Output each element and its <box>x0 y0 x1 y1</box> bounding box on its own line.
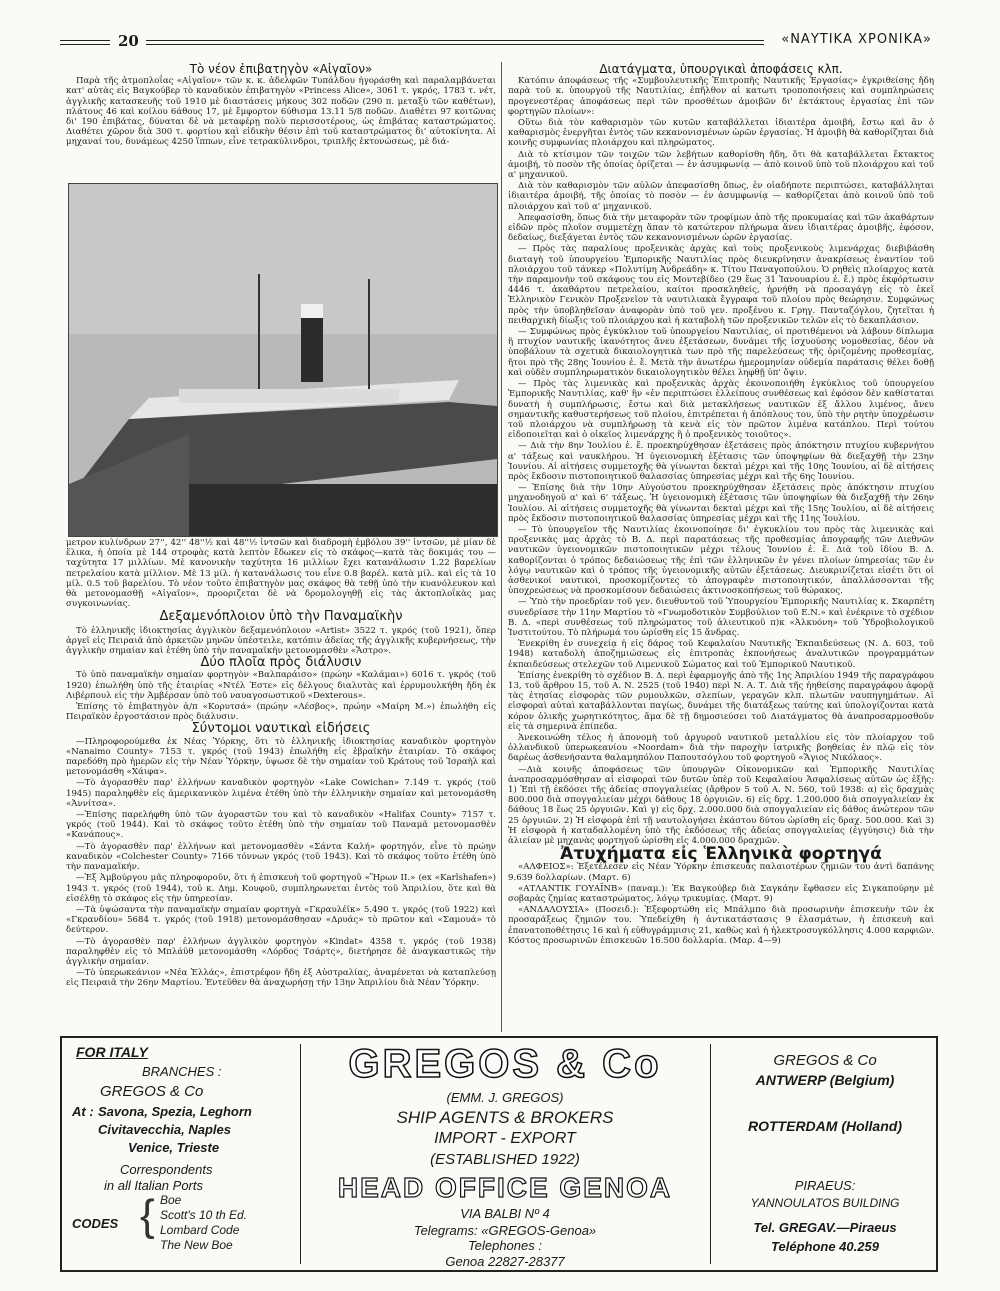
ad-right-phone: Teléphone 40.259 <box>771 1239 879 1254</box>
news-item: —Πληροφορούμεθα ἐκ Νέας Ὑόρκης, ὅτι τὸ ἑλληνικῆς ἰδιοκτησίας καναδικὸν φορτηγὸν «Nanaimo County» 7153 τ. γκρός (τοῦ 1943) ἐπωλήθη εἰς ἑβραϊκὴν ἑταιρίαν. Τὸ σκάφος παρεδόθη πρὸ ἡμερῶν εἰς τὴν Νέαν Ὑόρκην, ὑψωσε δὲ τὴν σημαίαν τοῦ Κράτους τοῦ Ἰσραὴλ καὶ μετονομάσθη «Χάιφα». <box>66 736 496 778</box>
tanker-text: Τὸ ἑλληνικῆς ἰδιοκτησίας ἀγγλικὸν δεξαμενόπλοιον «Artist» 3522 τ. γκρός (τοῦ 1921), ὅπερ ἀργεῖ εἰς Πειραιᾶ ἀπὸ ἀρκετῶν μηνῶν ὑπέστειλε, κατόπιν ἀδείας τῆς ἀγγλικῆς κυβερνήσεως, τὴν ἀγγλικὴν σημαίαν καὶ ἐτέθη ὑπὸ τὴν παναμαϊκὴν μετονομασθὲν «Ἄστρο». <box>66 625 496 657</box>
gregos-advertisement <box>60 1036 938 1272</box>
ad-code-item: Scott's 10 th Ed. <box>160 1208 248 1222</box>
left-column-bottom <box>66 538 496 1032</box>
ad-code-item: Boe <box>160 1193 182 1207</box>
decree-paragraph: — Ἐπίσης διὰ τὴν 10ην Αὐγούστου προεκηρύχθησαν ἐξετάσεις πρὸς ἀπόκτησιν πτυχίου μηχανοδηγοῦ α' καὶ 6' τάξεως. Ἡ ὑγειονομικὴ ἐξέτασις τῶν ὑποψηφίων θὰ διεξαχθῇ τὴν 26ην Ἰουλίου. Αἱ αἰτήσεις συμμετοχῆς θὰ γίνωνται δεκταὶ μέχρι καὶ τῆς 15ης Ἰουλίου, αἱ δὲ αἰτήσεις πρὸς ἔκδοσιν πιστοποιητικοῦ θαλασσίας ὑπηρεσίας μέχρι καὶ τῆς 11ης Ἰουλίου. <box>508 483 934 524</box>
ad-correspondents-2: in all Italian Ports <box>104 1178 203 1193</box>
news-item: —Τὸ ἀγορασθὲν παρ' ἑλλήνων καὶ μετονομασθὲν «Σάντα Καλή» φορτηγόν, εἶνε τὸ πρώην καναδικὸν «Colchester County» 7166 τόννων γκρός (τοῦ 1943). Καὶ τὸ σκάφος τοῦτο ἐτέθη ὑπὸ τὴν παναμαϊκήν. <box>66 841 496 873</box>
ad-ship-agents: SHIP AGENTS & BROKERS <box>396 1108 614 1127</box>
decree-paragraph: — Διὰ τὴν 8ην Ἰουλίου ἐ. ἔ. προεκηρύχθησαν ἐξετάσεις πρὸς ἀπόκτησιν πτυχίου κυβερνήτου α' τάξεως καὶ ναυκλήρου. Ἡ ὑγειονομικὴ ἐξέτασις τῶν ὑποψηφίων θὰ διεξαχθῇ τὴν 23ην Ἰουνίου. Αἱ αἰτήσεις συμμετοχῆς θὰ γίνωνται δεκταὶ μέχρι καὶ τῆς 10ης Ἰουνίου, αἱ δὲ αἰτήσεις πρὸς ἔκδοσιν πιστοποιητικοῦ θαλασσίας ὑπηρεσίας μέχρι καὶ τῆς 6ης Ἰουνίου. <box>508 441 934 482</box>
decree-paragraph: — Συμφώνως πρὸς ἐγκύκλιον τοῦ ὑπουργείου Ναυτιλίας, οἱ προτιθέμενοι νὰ λάβουν δίπλωμα ἢ πτυχίον ναυτικῆς ἱκανότητος ἄνευ ἐξετάσεων, δυνάμει τῆς ἰσχυούσης νομοθεσίας, δέον νὰ ὑποβάλουν τὰ σχετικὰ δικαιολογητικὰ των πρὸ τῆς παρελεύσεως τῆς ὁριζομένης προθεσμίας, ἤτοι πρὸ τῆς 28ης Ἰουνίου ἐ. ἔ. Μετὰ τὴν ἀνωτέρω ἡμερομηνίαν οὐδεμία παράτασις θέλει δοθῇ καὶ οὐδὲν συμπληρωματικὸν δικαιολογητικὸν θέλει ληφθῇ ὑπ' ὄψιν. <box>508 327 934 378</box>
accident-item: «ΑΝΔΑΛΟΥΣΙΑ» (Ποσειδ.): Ἐξεφορτώθη εἰς Μπάλμπο διὰ προσωρινὴν ἐπισκευὴν τῶν ἐκ προσαράξεως ζημιῶν του. Ὑπεδείχθη ἡ ἀντικατάστασις 9 ἐλασμάτων, ἡ ἐπισκευὴ καὶ ἐπανατοποθέτησις 16 καὶ ἡ εὐθυγράμμισις 21, καθὼς καὶ ἡ ἠλεκτροσυγκόλλησις 4.000 καρφιῶν. Κόστος προσωρινῶν ἐπισκευῶν 16.500 δολλαρία. (Μαρ. 4—9) <box>508 905 934 946</box>
decree-paragraph: Ἐνεκρίθη ἐν συνεχείᾳ ἡ εἰς δάρος τοῦ Κεφαλαίου Ναυτικῆς Ἐκπαιδεύσεως (Ν. Δ. 603, τοῦ 1948) καταδολὴ ἀποζημιώσεως εἰς ἐπιτροπὰς ἐκπονήσεως ἀναλυτικῶν προγραμμάτων ἐκπαιδεύσεως στελεχῶν τοῦ Λιμενικοῦ Σώματος καὶ τοῦ Ἐμπορικοῦ Ναυτικοῦ. <box>508 639 934 670</box>
page-header <box>60 32 932 50</box>
article-text-cont: μετρον κυλίνδρων 27'', 42'' 48''½ καὶ 48''½ ἰντσῶν καὶ διαδρομὴ ἐμβόλου 39'' ἰντσῶν, μὲ μίαν δὲ ἕλικα, ἡ ὁποία μὲ 144 στροφὰς κατὰ λεπτὸν ἔδωκεν εἰς τὸ σκάφος—κατὰ τὰς δοκιμάς του — ταχύτητα 17 μιλλίων. Μὲ κανονικὴν ταχύτητα 16 μιλλίων ἔχει κατανάλωσιν 1.22 βαρελίων πετρελαίου κατὰ μίλλιον. Μὲ 13 μίλ. ἡ κατανάλωσις του εἶνε 0.8 βαρέλ. κατὰ μίλ. καὶ εἰς τὰ 10 μίλ. 0.5 τοῦ βαρελίου. Τὸ νέον τοῦτο ἐπιβατηγὸν μας σκάφος θὰ τεθῇ ὑπὸ τὴν κυανόλευκον καὶ θὰ μετονομασθῇ «Αἰγαῖον», προοριζεται δὲ νὰ δρομολογηθῇ εἰς τὰς ἀκτοπλοΐκὰς μας συγκοινωνίας. <box>66 538 496 610</box>
header-rule <box>146 40 764 45</box>
ad-codes-brace: { <box>140 1191 155 1240</box>
ad-cities-2: Civitavecchia, Naples <box>98 1122 231 1137</box>
ad-at-label: At : <box>72 1104 94 1119</box>
ad-divider-left <box>300 1044 301 1264</box>
article-title-accidents: Ἀτυχήματα εἰς Ἑλληνικὰ φορτηγά <box>560 844 882 865</box>
article-text: Παρὰ τῆς ἀτμοπλοΐας «Αἰγαῖον» τῶν κ. κ. ἀδελφῶν Τυπάλδου ἠγοράσθη καὶ παραλαμβάνεται κατ' αὐτὰς εἰς Βαγκούβερ τὸ καναδικὸν ἐπιβατηγὸν «Princess Alice», 3061 τ. γκρός, 1783 τ. νέτ, ἀγγλικῆς κατασκευῆς τοῦ 1910 μὲ διαστάσεις μήκους 302 ποδῶν (290 π. μεταξὺ τῶν καθέτων), πλάτους 46 καὶ κοίλου 6άθους 17, μὲ ἔμφορτον 6ύθισμα 13.11 5/8 ποδῶν. Διαθέτει 97 κοιτῶνας δι' 190 ἐπιβάτας, δύναται δὲ νὰ μεταφέρῃ πολὺ περισσοτέρους, ὡς ἐπιβάτας καταστρώματος. Διαθέτει χῶρον διὰ 300 τ. φορτίου καὶ εἰδικὴν θέσιν ἐπὶ τοῦ καταστρώματος δι' αὐτοκίνητα. Αἱ μηχαναί του, δυνάμεως 4250 ἵππων, εἶνε τετρακύλινδροι, τριπλῆς ἐκτονώσεως, μὲ διά- <box>66 76 496 148</box>
ad-rotterdam: ROTTERDAM (Holland) <box>748 1118 902 1134</box>
scrap-text-1: Τὸ ὑπὸ παναμαϊκὴν σημαίαν φορτηγὸν «Βαλπαράισο» (πρώην «Καλάμαι») 6016 τ. γκρός (τοῦ 1920) ἐπωλήθη ὑπὸ τῆς ἑταιρίας «Ντέλ Έστε» εἰς δέλγους διαλυτὰς καὶ ἐρρυμουλκήθη ἤδη ἐκ Λιβέρπουλ εἰς τὴν Ἀμβέρσαν ὑπὸ τοῦ ναυαγοσωστικοῦ «Dexterous». <box>66 670 496 701</box>
ad-right-company: GREGOS & Co <box>773 1052 877 1069</box>
ad-head-office: HEAD OFFICE GENOA <box>337 1172 673 1203</box>
decree-paragraph: Διὰ τὸν καθαρισμὸν τῶν αὐλῶν ἀπεφασίσθη ὅπως, ἐν οἱαδήποτε περιπτώσει, καταβάλληται ἰδιαιτέρα ἀμοιβή, τῆς ὁποίας τὸ ποσὸν — ἐν ἀσυμφωνίᾳ — καθορίζεται ἀπὸ κοινοῦ ὑπὸ τοῦ πλοιάρχου καὶ τοῦ α' μηχανικοῦ. <box>508 181 934 212</box>
ad-piraeus: PIRAEUS: <box>794 1178 856 1193</box>
accident-item: «ΑΤΛΑΝΤΙΚ ΓΟΥΑΪΝΒ» (παναμ.): Ἐκ Βαγκούβερ διὰ Σαγκάην ἔφθασεν εἰς Σιγκαπούρην μὲ σοβαρὰς ζημίας καταστρώματος, λόγῳ τρικυμίας. (Μαρτ. 9) <box>508 883 934 905</box>
ad-gregos-owner: (EMM. J. GREGOS) <box>446 1090 564 1105</box>
accident-item: «ΑΛΦΕΙΟΣ»: Ἐξετέλεσεν εἰς Νέαν Ὑόρκην ἐπισκευὰς παλαιοτέρων ζημιῶν του ἀντὶ δαπάνης 9.639 δολλαρίων. (Μαρτ. 6) <box>508 862 934 883</box>
ad-telegrams: Telegrams: «GREGOS-Genoa» <box>413 1223 597 1238</box>
news-item: —Ἐπίσης παρελήφθη ὑπὸ τῶν ἀγοραστῶν του καὶ τὸ καναδικὸν «Halifax County» 7157 τ. γκρός (τοῦ 1944). Καὶ τὸ σκάφος τοῦτο ἐτέθη ὑπὸ τὴν σημαίαν τοῦ Παναμᾶ μετονομασθὲν «Κανάπους». <box>66 810 496 841</box>
article-title-decrees: Διατάγματα, ὑπουργικαὶ ἀποφάσεις κλπ. <box>599 62 843 76</box>
header-rule-left <box>60 40 110 45</box>
ship-illustration <box>69 184 497 536</box>
ad-correspondents-1: Correspondents <box>120 1162 213 1177</box>
column-divider <box>501 62 502 1032</box>
ad-address: VIA BALBI Nº 4 <box>460 1206 550 1221</box>
ad-import-export: IMPORT - EXPORT <box>434 1130 576 1147</box>
news-item: —Τὸ ἀγορασθὲν παρ' ἑλλήνων ἀγγλικὸν φορτηγὸν «Kindat» 4358 τ. γκρός (τοῦ 1938) παραληφθὲν εἰς τὸ Μπλάϋθ μετονομάσθη «Λόρδος Τσάρτς», διετήρησε δὲ ἀναγκαστικῶς τὴν ἀγγλικὴν σημαίαν. <box>66 936 496 967</box>
decree-paragraph: — Τὸ ὑπουργεῖον τῆς Ναυτιλίας ἐκοινοποίησε δι' ἐγκυκλίου του πρὸς τὰς λιμενικὰς καὶ προξενικὰς μας ἀρχὰς τὸ Β. Δ. περὶ παρατάσεως τῆς προθεσμίας ἀπογραφῆς τῶν Διεθνῶν ναυτικῶν ὑγειονομικῶν πιστοποιητικῶν μέχρι τέλους Ἰουνίου ἐ. ἔ. Διὰ τοῦ ἰδίου Β. Δ. καθορίζονται ὁ τρόπος δεδαιώσεως τῆς ἐπὶ τῶν ἑλληνικῶν ἐν γένει πλοίων ὑπηρεσίας τῶν ἐν λόγῳ ναυτικῶν καὶ ὁ τρόπος τῆς ὑγειονομικῆς αὐτῶν ἐξετάσεως. Διευκρινίζεται εἰσέτι ὅτι οἱ ἀσθενικοί ναυτικοὶ, προσκομίζοντες τὸ ἀπογραφὲν πιστοποιητικόν, ἀπαλλάσσονται τῆς ὑποχρεώσεως νὰ προσκομίσουν δεδαιώσεις ἀκτινοσκοπήσεως τοῦ θώρακος. <box>508 524 934 597</box>
decree-paragraph: Οὕτω διὰ τὸν καθαρισμὸν τῶν κυτῶν καταβάλλεται ἰδιαιτέρα ἀμοιβή, ἔστω καὶ ἂν ὁ καθαρισμὸς ἐνεργῆται ἐντὸς τῶν κεκανονισμένων ὡρῶν ἐργασίας. Ἡ ἀμοιβὴ θὰ καθορίζηται διὰ κοινῆς συμφωνίας πλοιάρχου καὶ πληρώματος. <box>508 118 934 149</box>
decree-paragraph: —Διὰ κοινῆς ἀποφάσεως τῶν ὑπουργῶν Οἰκονομικῶν καὶ Ἐμπορικῆς Ναυτιλίας ἀναπροσαρμόσθησαν αἱ εἰσφοραὶ τῶν δυτῶν ὑπὲρ τοῦ Κεφαλαίου Ἀσφαλίσεως αὐτῶν ὡς ἑξῆς: 1) Ἐπὶ τῇ ἐκδόσει τῆς ἀδείας σπογγαλιείας (ἄρθρον 5 τοῦ Α. Ν. 560, τοῦ 1938: α) εἰς δραχμὰς 800.000 διὰ σπογγαλιείαν μέχρι δάθους 18 ὀργυιῶν. 6) εἰς δρχ. 1.200.000 διὰ σπογγαλιείαν ἐκ δάθους 18 ἕως 25 ὀργυιῶν. Καὶ γ) εἰς δρχ. 2.000.000 διὰ σπογγαλιείαν εἰς δάθος ἀνώτερον τῶν 25 ὀργυιῶν. 2) Ἡ εἰσφορὰ ἐπὶ τῇ ναυτολογήσει ἑκάστου δύτου ὡρίσθη εἰς δραχ. 500.000. Καὶ 3) Ἡ εἰσφορὰ ἡ καταδαλλομένη ὑπὸ τῆς ἐκδόσεως τῆς ἀδείας σπογγαλιείας (ἐγγύησις) διὰ τὴν ἁλιείαν μὲ μηχανὰς φορτηγοῦ ὡρίσθη εἰς 4.000.000 δραχμῶν. <box>508 764 934 847</box>
decree-paragraph: Ἐπίσης ἐνεκρίθη τὸ σχέδιον Β. Δ. περὶ ἐφαρμογῆς ἀπὸ τῆς 1ης Ἀπριλίου 1949 τῆς παραγράφου 13, τοῦ ἄρθρου 15, τοῦ Α. Ν. 2525 (τοῦ 1940) περὶ Ν. Α. Τ. Διὰ τῆς ἠηθείσης παραγράφου ἀφορᾷ τὰς ἐτησίας εἰσφορὰς τῶν ρυμουλκῶν, σλεπίων, γεραγῶν κλπ. πλωτῶν ναυπηγημάτων. Αἱ εἰσφοραὶ αὐταὶ καταβάλλονται παγίως, δυνάμει τῆς διατάξεως ταύτης καὶ ὑπολογίζονται κατὰ κόρον ὁλικῆς χωρητικότητος, ἅμα δὲ τῇ δημοσιεύσει τοῦ Διατάγματος θὰ ἀναπροσαρμοσθοῦν εἰς τὰ σημερινὰ ἐπίπεδα. <box>508 670 934 732</box>
ad-cities-3: Venice, Trieste <box>128 1140 220 1155</box>
decree-paragraph: — Ὑπὸ τὴν προεδρίαν τοῦ γεν. διευθυντοῦ τοῦ Ὑπουργείου Ἐμπορικῆς Ναυτιλίας κ. Σκαρπέτη συνεδρίασε τὴν 11ην Μαρτίου τὸ «Γνωμοδοτικὸν Συμβούλιον τοῦ Ε.Ν.» καὶ ἐνέκρινε τὸ σχέδιον Β. Δ. «περὶ συνθέσεως τοῦ πληρώματος τοῦ ἁλιευτικοῦ π)κ «Ἀλκυόνη» τοῦ Ὑδροβιολογικοῦ Ἰνστιτούτου. Τὸ πλήρωμά του ὡρίσθη εἰς 15 ἄνδρας. <box>508 597 934 638</box>
ad-telephones: Genoa 22827-28377 <box>445 1254 565 1269</box>
news-item: —Τὸ ὑπερωκεάνιον «Νέα Ἑλλάς», ἐπιστρέφον ἤδη ἐξ Αὐστραλίας, ἀναμένεται νὰ καταπλεύσῃ εἰς Πειραιᾶ τὴν 26ην Μαρτίου. Ἐντεῦθεν θὰ ἀναχωρήσῃ τὴν 13ην Ἀπριλίου διὰ Νέαν Ὑόρκην. <box>66 968 496 989</box>
decree-paragraph: Κατόπιν ἀποφάσεως τῆς «Συμβουλευτικῆς Ἐπιτροπῆς Ναυτικῆς Ἐργασίας» ἐγκριθείσης ἤδη παρὰ τοῦ κ. ὑπουργοῦ τῆς Ναυτιλίας, ἐπῆλθον αἱ κατωτι τροποποιήσεις καὶ συμπληρώσεις προγενεστέρας ἀποφάσεως περὶ τῶν προσθέτων ἀμοιβῶν δι' ἐκτάκτους ἐργασίας ἐπὶ τῶν φορτηγῶν πλοίων»: <box>508 76 934 117</box>
ad-left-company: GREGOS & Co <box>100 1083 204 1100</box>
article-title-scrap: Δύο πλοῖα πρὸς διάλυσιν <box>200 655 362 671</box>
article-title-news: Σύντομοι ναυτικαὶ εἰδήσεις <box>191 721 371 737</box>
decree-paragraph: Ἀνεκοινώθη τέλος ἡ ἀπονομὴ τοῦ ἀργυροῦ ναυτικοῦ μεταλλίου εἰς τὸν πλοίαρχον τοῦ ὁλλανδικοῦ ὑπερωκεανίου «Noordam» διὰ τὴν παροχὴν ἰατρικῆς βοηθείας ἐν πλῷ εἰς τὸν δαρέως ἀσθενήσαντα θαλαμηπόλον Παπουτσόγλου τοῦ φορτηγοῦ «Ἅγιος Νικόλαος». <box>508 733 934 764</box>
decree-paragraph: Ἀπεφασίσθη, ὅπως διὰ τὴν μεταφορὰν τῶν τροφίμων ἀπὸ τῆς προκυμαίας καὶ τῶν ἀκαθάρτων εἰδῶν πρὸς πλοῖον συμμετέχῃ ἅπαν τὸ κατώτερον πλήρωμα ἄνευ ἰδιαιτέρας ἀμοιβῆς, ἐφόσον, δεδαίως, διεξάγεται ἐντὸς τῶν κεκανονισμένων ὡρῶν ἐργασίας. <box>508 212 934 244</box>
scrap-text-2: Ἐπίσης τὸ ἐπιβατηγὸν ἀ/π «Κορυτσά» (πρώην «Λέσβος», πρώην «Μαίρη Μ.») ἐπωλήθη εἰς Πειραϊκὸν ἐργοστάσιον πρὸς διάλυσιν. <box>66 702 496 723</box>
ad-antwerp: ANTWERP (Belgium) <box>755 1072 895 1088</box>
decree-paragraph: — Πρὸς τὰς λιμενικὰς καὶ προξενικὰς ἀρχὰς ἐκοινοποιήθη ἐγκύκλιος τοῦ ὑπουργείου Ἐμπορικῆς Ναυτιλίας, καθ' ἣν «ἐν περιπτώσει ἐλλείπους συνθέσεως καὶ ἐφόσον δὲν καθίσταται δυνατὴ ἡ συμπλήρωσις, ἔστω καὶ διὰ μετακλήσεως ναυτικῶν ἐξ ἄλλου λιμένος, ἄνευ σημαντικῆς καθυστερήσεως τοῦ πλοίου, ἐπιτρέπεται ἡ ἀπόπλους του, ὑπὸ τὴν ρητὴν ὑποχρέωσιν τοῦ πλοιάρχου νὰ συμπλήρωσῃ τὰ κενὰ εἰς τὸν πρῶτον λιμένα κατάπλου. Περὶ τούτου εἰδοποιεῖται καὶ ὁ οἰκεῖος λιμενάρχης ἢ ὁ προξενικὸς τοιοῦτος». <box>508 379 934 441</box>
ad-code-item: The New Boe <box>160 1238 233 1252</box>
ad-right-telegram: Tel. GREGAV.—Piraeus <box>753 1220 897 1235</box>
news-item: —Τὸ ἀγορασθὲν παρ' ἑλλήνων καναδικὸν φορτηγὸν «Lake Cowichan» 7.149 τ. γκρός (τοῦ 1945) παραληφθὲν εἰς ἀμερικανικὸν λιμένα ἐτέθη ὑπὸ τὴν ἑλληνικὴν σημαίαν καὶ μετονομάσθη «Ἀννίτσα». <box>66 778 496 809</box>
article-title-aigaion: Τὸ νέον ἐπιβατηγὸν «Αἰγαῖον» <box>189 62 373 76</box>
ad-established: (ESTABLISHED 1922) <box>430 1151 580 1168</box>
ad-branches-label: BRANCHES : <box>142 1064 222 1079</box>
ad-code-item: Lombard Code <box>160 1223 240 1237</box>
ad-building: YANNOULATOS BUILDING <box>750 1196 900 1210</box>
news-item: —Τὰ ὑψώσαντα τὴν παναμαϊκὴν σημαίαν φορτηγὰ «Γκραυλέϊκ» 5.490 τ. γκρός (τοῦ 1922) καὶ «Γκρανδίου» 5684 τ. γκρός (τοῦ 1918) μετονομάσθησαν «Δρυάς» τὸ πρῶτον καὶ «Σαμουά» τὸ δεύτερον. <box>66 904 496 936</box>
ad-for-italy: FOR ITALY <box>76 1044 148 1060</box>
ad-codes-label: CODES <box>72 1216 119 1231</box>
ad-divider-right <box>710 1044 711 1264</box>
ad-gregos-logo: GREGOS & Co <box>348 1042 662 1086</box>
ad-cities-1: Savona, Spezia, Leghorn <box>98 1104 252 1119</box>
right-column <box>508 62 934 1032</box>
decree-paragraph: — Πρὸς τὰς παραλίους προξενικὰς ἀρχὰς καὶ τοὺς προξενικοὺς λιμενάρχας διεβιβάσθη διαταγὴ τοῦ ὑπουργείου Ἐμπορικῆς Ναυτιλίας πρὸς διευκρίνησιν ἀνακρίσεως ἐναντίον τοῦ πλοιάρχου τοῦ τάνκερ «Πολυτίμη Ἀνδρεάδη» κ. Τίτου Παναγοπούλου. Ὁ ρηθεὶς πλοίαρχος κατὰ τὴν παραμονὴν τοῦ σκάφους του εἰς Μοντεβίδεο (29 ἕως 31 Ἰανουαρίου ἐ. ἔ.) πρὸς ἐκφόρτωσιν 4446 τ. ἀκαθάρτου πετρελαίου, καίτοι προσκληθείς, ἠρνήθη νὰ προσαγάγῃ εἰς τὸ ἐκεῖ Ἑλληνικὸν Γενικὸν Προξενεῖον τὰ ναυτιλιακὰ ἔγγραφα τοῦ πλοίου πρὸς θεώρησιν. Συμφώνως πρὸς τὴν ὑποβληθεῖσαν ἀναφορὰν ὑπὸ τοῦ γεν. προξένου κ. Γρηγ. Πανταζόγλου, ζητεῖται ἡ πειθαρχικὴ δίωξις τοῦ πλοιάρχου καὶ ἡ καταβολὴ τῶν προξενικῶν τελῶν εἰς τὸ δεκαπλάσιον. <box>508 244 934 326</box>
ship-photograph <box>68 183 498 537</box>
magazine-title: «ΝΑΥΤΙΚΑ ΧΡΟΝΙΚΑ» <box>781 32 932 47</box>
news-item: —Ἐξ Ἀμβούργου μᾶς πληροφοροῦν, ὅτι ἡ ἐπισκευὴ τοῦ φορτηγοῦ «Ἥρων ΙΙ.» (ex «Karlshafen») 1943 τ. γκρός (τοῦ 1944), τοῦ κ. Δημ. Κουφοῦ, συμπληρωνεται ἐντὸς τοῦ Ἀπριλίου, ὅτε καὶ θὰ εἰσέλθῃ τὸ σκάφος εἰς τὴν ὑπηρεσίαν. <box>66 873 496 904</box>
page-number: 20 <box>118 32 139 50</box>
ad-telephones-label: Telephones : <box>468 1238 542 1253</box>
left-column-top <box>66 62 496 180</box>
decree-paragraph: Διὰ τὸ κτίσιμον τῶν τοιχῶν τῶν λεβήτων καθορίσθη ἤδη, ὅτι θὰ καταβάλλεται ἔκτακτος ἀμοιβή, τὸ ποσὸν τῆς ὁποίας ὁρίζεται — ἐν ἀσυμφωνίᾳ — ἀπὸ κοινοῦ ὑπὸ τοῦ πλοιάρχου καὶ τοῦ α' μηχανικοῦ. <box>508 149 934 181</box>
article-title-tanker: Δεξαμενόπλοιον ὑπὸ τὴν Παναμαϊκὴν <box>159 609 403 625</box>
